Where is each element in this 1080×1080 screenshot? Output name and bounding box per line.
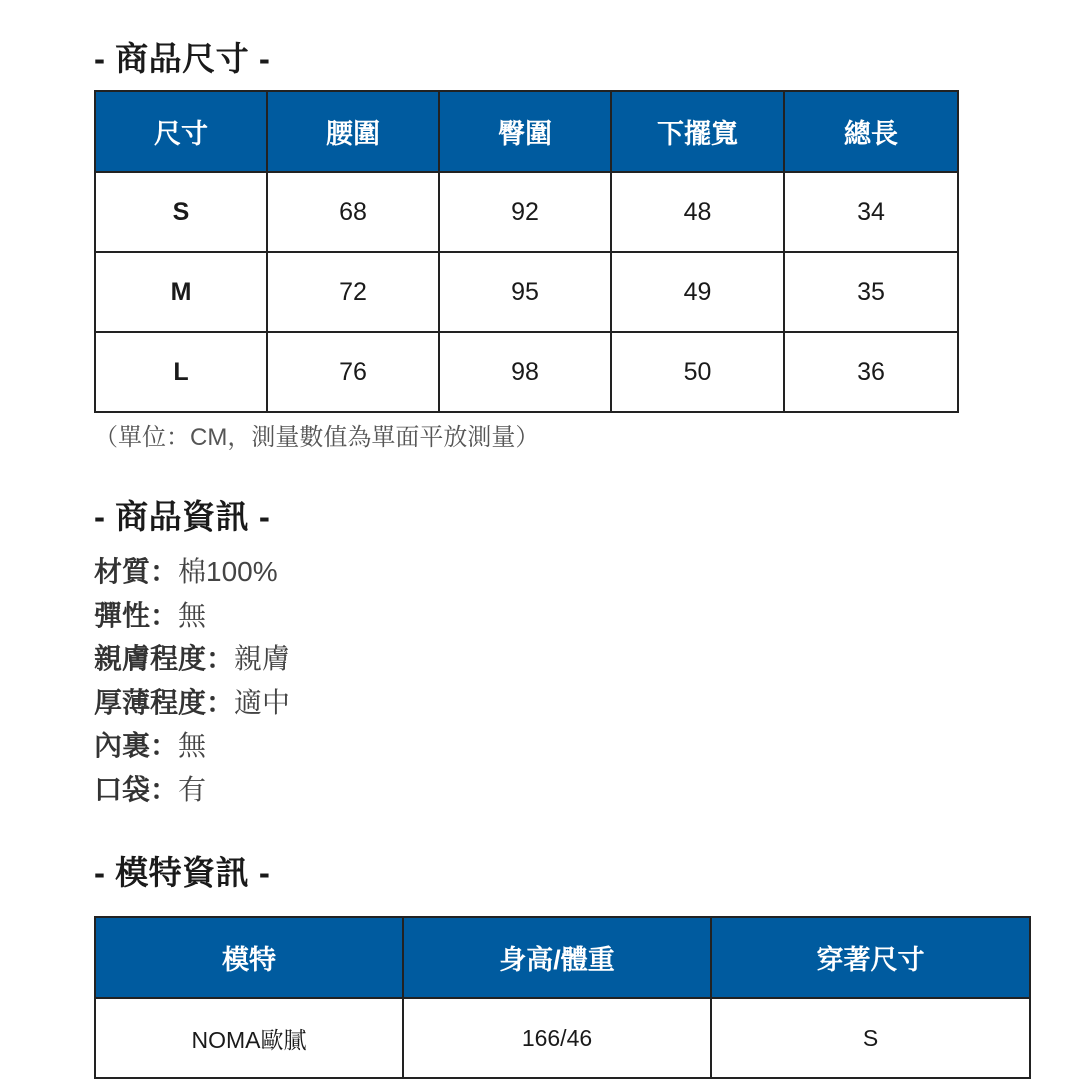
info-pocket <box>94 768 290 812</box>
product-info-list <box>94 550 290 812</box>
model-table-header-row <box>95 917 1030 998</box>
size-label: L <box>95 332 267 412</box>
product-info-title: - 商品資訊 - <box>94 498 271 535</box>
info-key: 彈性 <box>94 599 151 631</box>
header-height-weight: 身高/體重 <box>403 917 711 998</box>
model-info-table <box>94 916 1031 1079</box>
info-thickness <box>94 681 290 725</box>
header-hem-width: 下擺寬 <box>611 91 784 172</box>
model-name: NOMA歐膩 <box>95 998 403 1078</box>
model-worn-size: S <box>711 998 1030 1078</box>
info-elasticity <box>94 594 290 638</box>
size-table-header-row <box>95 91 958 172</box>
info-material <box>94 550 290 594</box>
info-value: 有 <box>178 773 207 805</box>
info-value: 適中 <box>234 686 291 718</box>
measurement-note: （單位：CM，測量數值為單面平放測量） <box>94 424 540 451</box>
header-model: 模特 <box>95 917 403 998</box>
waist-value: 68 <box>267 172 439 252</box>
total-length-value: 34 <box>784 172 958 252</box>
info-value: 親膚 <box>234 643 291 675</box>
info-key: 親膚程度 <box>94 643 207 675</box>
total-length-value: 36 <box>784 332 958 412</box>
model-height-weight: 166/46 <box>403 998 711 1078</box>
table-row <box>95 172 958 252</box>
size-chart-table <box>94 90 959 413</box>
info-separator: ： <box>150 730 179 762</box>
hip-value: 92 <box>439 172 611 252</box>
info-key: 厚薄程度 <box>94 686 207 718</box>
info-lining <box>94 724 290 768</box>
hem-width-value: 49 <box>611 252 784 332</box>
info-skin-friendly <box>94 637 290 681</box>
waist-value: 72 <box>267 252 439 332</box>
info-key: 內裏 <box>94 730 151 762</box>
hem-width-value: 48 <box>611 172 784 252</box>
total-length-value: 35 <box>784 252 958 332</box>
model-info-title: - 模特資訊 - <box>94 854 271 891</box>
header-total-length: 總長 <box>784 91 958 172</box>
info-separator: ： <box>150 556 179 587</box>
info-value: 無 <box>178 599 207 631</box>
hip-value: 95 <box>439 252 611 332</box>
hip-value: 98 <box>439 332 611 412</box>
table-row <box>95 252 958 332</box>
hem-width-value: 50 <box>611 332 784 412</box>
header-hip: 臀圍 <box>439 91 611 172</box>
info-key: 材質 <box>94 556 151 587</box>
info-value: 棉100% <box>178 556 278 587</box>
info-value: 無 <box>178 730 207 762</box>
size-label: M <box>95 252 267 332</box>
info-separator: ： <box>150 773 179 805</box>
info-separator: ： <box>150 599 179 631</box>
header-size: 尺寸 <box>95 91 267 172</box>
info-key: 口袋 <box>94 773 151 805</box>
table-row <box>95 998 1030 1078</box>
info-separator: ： <box>206 643 235 675</box>
header-waist: 腰圍 <box>267 91 439 172</box>
info-separator: ： <box>206 686 235 718</box>
size-section-title: - 商品尺寸 - <box>94 40 271 77</box>
size-label: S <box>95 172 267 252</box>
waist-value: 76 <box>267 332 439 412</box>
header-worn-size: 穿著尺寸 <box>711 917 1030 998</box>
table-row <box>95 332 958 412</box>
